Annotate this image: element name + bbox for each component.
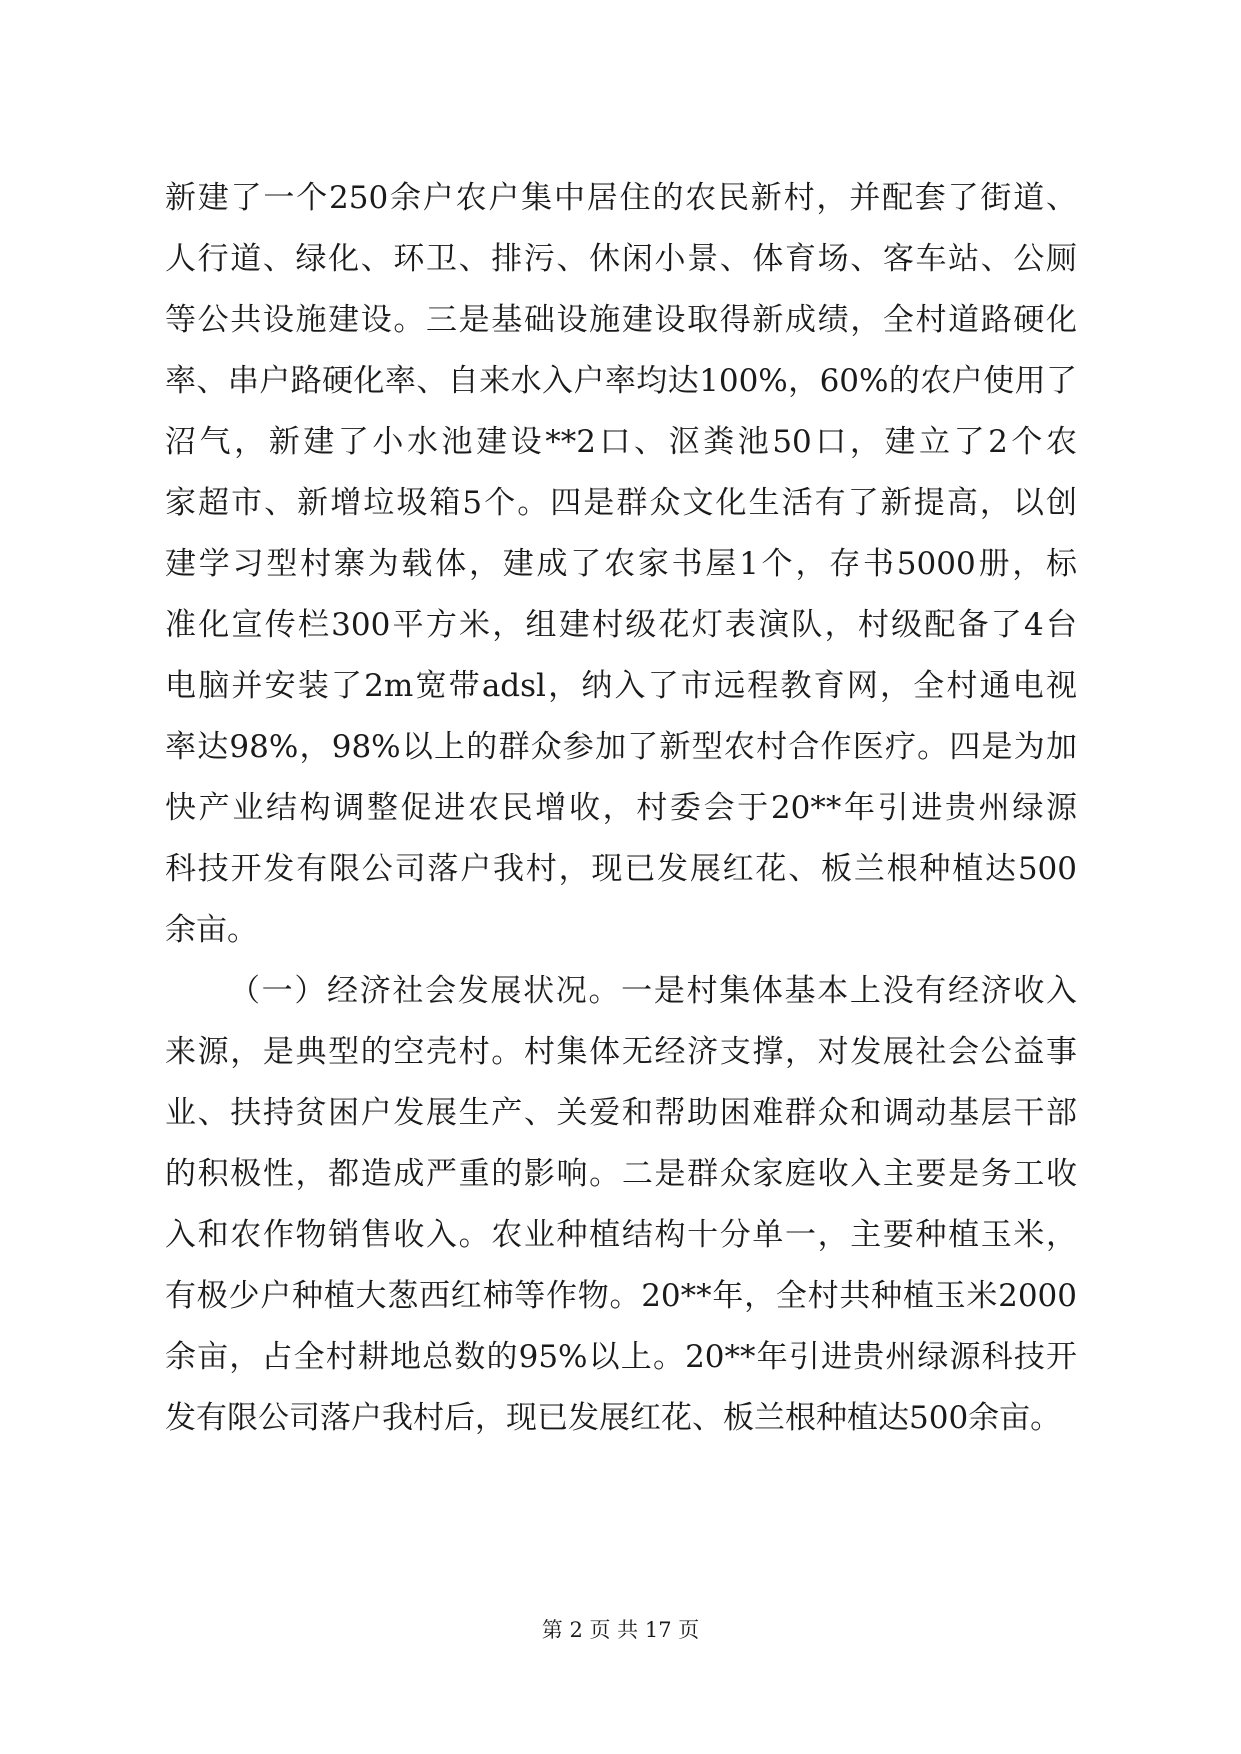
text-line: 余亩。 [165, 912, 258, 948]
text-line: 的积极性，都造成严重的影响。二是群众家庭收入主要是务工收 [165, 1156, 1077, 1192]
paragraph-2 [165, 961, 1077, 1449]
page-number-footer: 第 2 页 共 17 页 [541, 1618, 700, 1642]
text-line: 来源，是典型的空壳村。村集体无经济支撑，对发展社会公益事 [165, 1034, 1077, 1070]
text-line: 业、扶持贫困户发展生产、关爱和帮助困难群众和调动基层干部 [165, 1095, 1077, 1131]
text-line: 快产业结构调整促进农民增收，村委会于20**年引进贵州绿源 [165, 790, 1077, 826]
text-line: 新建了一个250余户农户集中居住的农民新村，并配套了街道、 [165, 180, 1077, 216]
text-line: 入和农作物销售收入。农业种植结构十分单一，主要种植玉米， [165, 1217, 1077, 1253]
text-line: 率达98%，98%以上的群众参加了新型农村合作医疗。四是为加 [165, 729, 1077, 765]
text-line: （一）经济社会发展状况。一是村集体基本上没有经济收入 [229, 973, 1077, 1009]
text-line: 等公共设施建设。三是基础设施建设取得新成绩，全村道路硬化 [165, 302, 1077, 338]
text-line: 科技开发有限公司落户我村，现已发展红花、板兰根种植达500 [165, 851, 1077, 887]
text-line: 家超市、新增垃圾箱5个。四是群众文化生活有了新提高，以创 [165, 485, 1077, 521]
text-line: 人行道、绿化、环卫、排污、休闲小景、体育场、客车站、公厕 [165, 241, 1077, 277]
text-line: 准化宣传栏300平方米，组建村级花灯表演队，村级配备了4台 [165, 607, 1077, 643]
paragraph-1 [165, 168, 1077, 961]
text-line: 有极少户种植大葱西红柿等作物。20**年，全村共种植玉米2000 [165, 1278, 1077, 1314]
text-line: 余亩，占全村耕地总数的95%以上。20**年引进贵州绿源科技开 [165, 1339, 1077, 1375]
text-line: 沼气，新建了小水池建设**2口、沤粪池50口，建立了2个农 [165, 424, 1077, 460]
text-line: 电脑并安装了2m宽带adsl，纳入了市远程教育网，全村通电视 [165, 668, 1077, 704]
document-body [165, 168, 1077, 1449]
text-line: 率、串户路硬化率、自来水入户率均达100%，60%的农户使用了 [165, 363, 1077, 399]
text-line: 发有限公司落户我村后，现已发展红花、板兰根种植达500余亩。 [165, 1400, 1062, 1436]
text-line: 建学习型村寨为载体，建成了农家书屋1个，存书5000册，标 [165, 546, 1077, 582]
